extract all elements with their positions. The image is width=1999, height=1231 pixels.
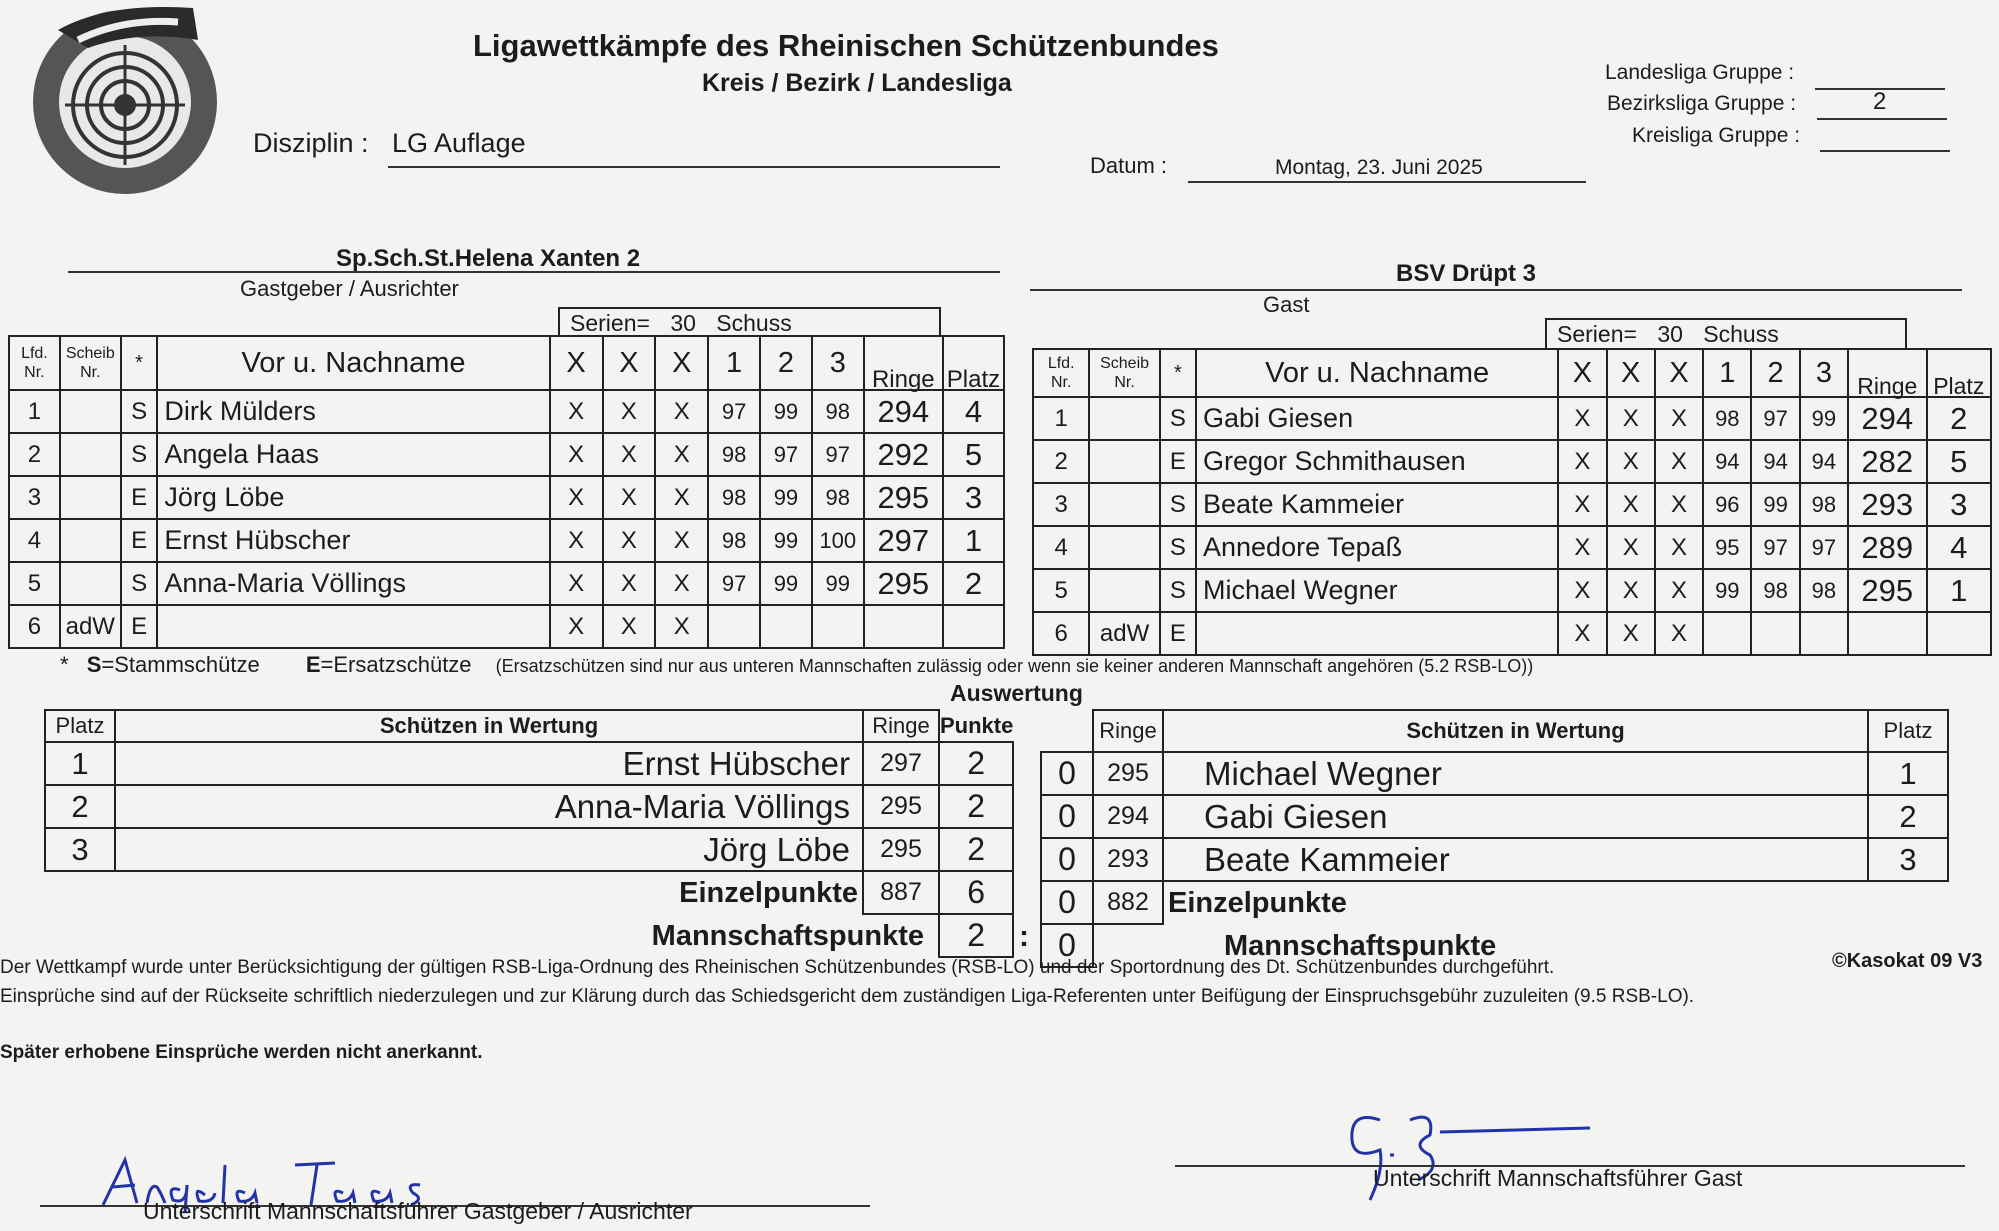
row-type: E (1160, 440, 1196, 483)
legend-star: * (60, 652, 69, 677)
legend-s-key: S (86, 652, 102, 677)
row-nr: 1 (9, 390, 60, 433)
row-serie1 (708, 605, 760, 648)
bezirksliga-line (1817, 118, 1947, 120)
guest-signature-label: Unterschrift Mannschaftsführer Gast (1373, 1165, 1743, 1191)
row-x: X (1558, 526, 1606, 569)
row-type: E (121, 605, 158, 648)
einzelpunkte-label: Einzelpunkte (679, 876, 858, 909)
row-platz: 1 (45, 742, 115, 785)
row-x: X (655, 562, 708, 605)
auswertung-title: Auswertung (950, 680, 1083, 706)
table-row (9, 390, 1004, 433)
target-icon (28, 0, 223, 195)
table-row (1033, 397, 1991, 440)
row-serie2: 99 (760, 476, 812, 519)
row-x: X (603, 605, 656, 648)
row-x: X (550, 433, 603, 476)
wertung-header: Schützen in Wertung (115, 710, 863, 742)
spacer (1868, 881, 1948, 924)
row-ringe: 295 (864, 562, 943, 605)
ringe-header: Ringe (864, 336, 943, 390)
row-punkte: 0 (1041, 838, 1093, 881)
row-ringe: 295 (863, 828, 939, 871)
row-serie2: 99 (1751, 483, 1799, 526)
home-team-name: Sp.Sch.St.Helena Xanten 2 (336, 245, 641, 272)
row-serie2: 97 (1751, 526, 1799, 569)
row-serie3: 99 (812, 562, 864, 605)
row-serie2 (760, 605, 812, 648)
row-scheib: adW (1089, 612, 1159, 655)
legend-e-text: =Ersatzschütze (320, 652, 472, 677)
einzelpunkte-row (1041, 881, 1948, 924)
row-type: S (1160, 569, 1196, 612)
row-type: S (1160, 397, 1196, 440)
serie3-header: 3 (1800, 349, 1848, 397)
row-serie3 (1800, 612, 1848, 655)
serie1-header: 1 (708, 336, 760, 390)
table-row (1033, 526, 1991, 569)
row-serie2: 98 (1751, 569, 1799, 612)
row-name: Gabi Giesen (1163, 795, 1868, 838)
table-row (1033, 483, 1991, 526)
row-name: Gabi Giesen (1196, 397, 1558, 440)
row-platz: 3 (1868, 838, 1948, 881)
row-name: Beate Kammeier (1163, 838, 1868, 881)
home-wertung-header (45, 710, 1013, 742)
guest-wertung-table (1040, 709, 1949, 968)
row-serie1: 98 (708, 433, 760, 476)
row-platz: 1 (1868, 752, 1948, 795)
platz-header: Platz (943, 336, 1004, 390)
row-x: X (1607, 526, 1655, 569)
row-serie2: 97 (760, 433, 812, 476)
row-type: E (1160, 612, 1196, 655)
row-ringe: 295 (1093, 752, 1163, 795)
row-platz: 2 (1868, 795, 1948, 838)
row-x: X (655, 433, 708, 476)
row-x: X (550, 519, 603, 562)
home-total-ringe: 887 (863, 871, 939, 914)
table-row (1033, 569, 1991, 612)
home-serien-header (558, 307, 941, 337)
home-mannschaftspunkte: 2 (939, 914, 1013, 957)
home-roster-table (8, 335, 1005, 649)
row-nr: 4 (9, 519, 60, 562)
guest-total-ringe: 882 (1093, 881, 1163, 924)
row-x: X (1655, 483, 1703, 526)
row-type: S (1160, 483, 1196, 526)
row-punkte: 0 (1041, 795, 1093, 838)
row-serie1: 98 (1703, 397, 1751, 440)
row-x: X (1607, 440, 1655, 483)
row-name: Dirk Mülders (157, 390, 549, 433)
row-name: Michael Wegner (1163, 752, 1868, 795)
guest-wertung-header (1041, 710, 1948, 752)
row-nr: 3 (1033, 483, 1089, 526)
row-type: S (121, 562, 158, 605)
platz-header: Platz (1927, 349, 1991, 397)
row-name: Beate Kammeier (1196, 483, 1558, 526)
star-header: * (1160, 349, 1196, 397)
row-serie1: 98 (708, 519, 760, 562)
home-team-role: Gastgeber / Ausrichter (240, 276, 459, 301)
row-scheib (60, 562, 121, 605)
home-team-line (68, 271, 1000, 273)
row-platz: 1 (943, 519, 1004, 562)
row-punkte: 2 (939, 785, 1013, 828)
row-platz: 2 (45, 785, 115, 828)
einzelpunkte-row (45, 871, 1013, 914)
row-x: X (1655, 440, 1703, 483)
row-punkte: 2 (939, 742, 1013, 785)
name-header: Vor u. Nachname (157, 336, 549, 390)
row-x: X (1655, 569, 1703, 612)
row-serie2 (1751, 612, 1799, 655)
row-serie3: 97 (1800, 526, 1848, 569)
row-platz: 3 (1927, 483, 1991, 526)
row-type: S (1160, 526, 1196, 569)
row-type: S (121, 390, 158, 433)
table-row (9, 433, 1004, 476)
landesliga-label: Landesliga Gruppe : (1605, 61, 1795, 84)
row-nr: 6 (1033, 612, 1089, 655)
schuss-label: Schuss (716, 310, 792, 336)
scheib-nr-header: Scheib Nr. (1089, 349, 1159, 397)
row-x: X (1607, 612, 1655, 655)
row-ringe (864, 605, 943, 648)
footer-line-1: Der Wettkampf wurde unter Berücksichtigung der gültigen RSB-Liga-Ordnung des Rheinischen Schützenbundes (RSB-LO) und der Sportordnung des Dt. Schützenbundes durchgeführt. (0, 957, 1555, 978)
row-ringe: 293 (1848, 483, 1926, 526)
table-row (1033, 440, 1991, 483)
wertung-header: Schützen in Wertung (1163, 710, 1868, 752)
row-punkte: 0 (1041, 752, 1093, 795)
score-separator: : (1019, 920, 1029, 953)
row-x: X (550, 562, 603, 605)
row-scheib (60, 476, 121, 519)
row-platz: 5 (1927, 440, 1991, 483)
punkte-header: Punkte (940, 712, 1014, 738)
bezirksliga-value: 2 (1873, 88, 1887, 115)
row-ringe: 295 (863, 785, 939, 828)
name-header: Vor u. Nachname (1196, 349, 1558, 397)
x-header: X (550, 336, 603, 390)
legend-s-text: =Stammschütze (101, 652, 260, 677)
guest-mannschaftspunkte: 0 (1041, 924, 1093, 967)
row-scheib (60, 390, 121, 433)
row-name: Angela Haas (157, 433, 549, 476)
row-platz: 3 (45, 828, 115, 871)
row-nr: 4 (1033, 526, 1089, 569)
row-x: X (1558, 483, 1606, 526)
serie2-header: 2 (760, 336, 812, 390)
kreisliga-label: Kreisliga Gruppe : (1632, 124, 1801, 147)
row-serie3: 99 (1800, 397, 1848, 440)
row-ringe: 294 (864, 390, 943, 433)
row-x: X (1558, 440, 1606, 483)
row-serie1 (1703, 612, 1751, 655)
row-x: X (1558, 569, 1606, 612)
home-signature-label: Unterschrift Mannschaftsführer Gastgeber / Ausrichter (143, 1198, 693, 1224)
mannschaftspunkte-label: Mannschaftspunkte (651, 919, 924, 952)
row-name (157, 605, 549, 648)
row-ringe (1848, 612, 1926, 655)
table-row (45, 785, 1013, 828)
row-name (1196, 612, 1558, 655)
scheib-nr-header: Scheib Nr. (60, 336, 121, 390)
row-serie2: 94 (1751, 440, 1799, 483)
row-x: X (655, 476, 708, 519)
row-x: X (550, 605, 603, 648)
serie1-header: 1 (1703, 349, 1751, 397)
table-row (1033, 612, 1991, 655)
row-serie1: 95 (1703, 526, 1751, 569)
row-x: X (655, 519, 708, 562)
row-name: Jörg Löbe (157, 476, 549, 519)
schuss-label: Schuss (1703, 321, 1779, 347)
guest-roster-header (1033, 349, 1991, 397)
row-scheib (1089, 526, 1159, 569)
guest-team-line (1030, 289, 1962, 291)
mannschaftspunkte-label: Mannschaftspunkte (1224, 929, 1497, 962)
einzelpunkte-label: Einzelpunkte (1168, 886, 1347, 919)
legend-e-key: E (305, 652, 321, 677)
home-einzelpunkte: 6 (939, 871, 1013, 914)
x-header: X (1607, 349, 1655, 397)
row-nr: 2 (9, 433, 60, 476)
guest-einzelpunkte: 0 (1041, 881, 1093, 924)
x-header: X (1655, 349, 1703, 397)
row-ringe: 295 (1848, 569, 1926, 612)
home-wertung-table (44, 709, 1014, 958)
row-name: Michael Wegner (1196, 569, 1558, 612)
row-serie3 (812, 605, 864, 648)
row-type: E (121, 476, 158, 519)
row-name: Jörg Löbe (115, 828, 863, 871)
row-serie3: 98 (812, 390, 864, 433)
row-x: X (1558, 612, 1606, 655)
row-serie1: 97 (708, 390, 760, 433)
row-x: X (655, 390, 708, 433)
bezirksliga-label: Bezirksliga Gruppe : (1607, 92, 1797, 115)
datum-label: Datum : (1090, 153, 1168, 178)
row-serie3: 98 (1800, 483, 1848, 526)
guest-team-name: BSV Drüpt 3 (1396, 260, 1537, 287)
x-header: X (1558, 349, 1606, 397)
row-platz: 5 (943, 433, 1004, 476)
datum-value: Montag, 23. Juni 2025 (1275, 156, 1483, 179)
platz-header: Platz (1868, 710, 1948, 752)
row-platz: 2 (943, 562, 1004, 605)
row-serie2: 99 (760, 390, 812, 433)
rsb-logo (28, 0, 223, 195)
row-x: X (1655, 397, 1703, 440)
row-name: Ernst Hübscher (157, 519, 549, 562)
serien-count: 30 (1657, 321, 1683, 347)
disziplin-label: Disziplin : (253, 128, 369, 158)
row-serie3: 100 (812, 519, 864, 562)
row-scheib (1089, 483, 1159, 526)
row-ringe: 294 (1848, 397, 1926, 440)
row-x: X (550, 476, 603, 519)
guest-roster-table (1032, 348, 1992, 656)
lfd-nr-header: Lfd. Nr. (1033, 349, 1089, 397)
spacer (45, 914, 115, 957)
serie3-header: 3 (812, 336, 864, 390)
star-header: * (121, 336, 158, 390)
serie2-header: 2 (1751, 349, 1799, 397)
row-name: Ernst Hübscher (115, 742, 863, 785)
row-ringe: 297 (863, 742, 939, 785)
row-serie1: 96 (1703, 483, 1751, 526)
table-row (1041, 838, 1948, 881)
home-roster-header (9, 336, 1004, 390)
kreisliga-line (1820, 150, 1950, 152)
disziplin-value: LG Auflage (392, 128, 526, 158)
ringe-header: Ringe (863, 710, 939, 742)
row-x: X (603, 390, 656, 433)
row-ringe: 282 (1848, 440, 1926, 483)
row-platz: 4 (943, 390, 1004, 433)
row-scheib (1089, 569, 1159, 612)
table-row (9, 562, 1004, 605)
copyright: ©Kasokat 09 V3 (1832, 950, 1983, 972)
footer-line-2: Einsprüche sind auf der Rückseite schriftlich niederzulegen und zur Klärung durch das Schiedsgericht dem zuständigen Liga-Referenten unter Beifügung der Einspruchsgebühr zuzuleiten (9.5 RSB-LO). (0, 986, 1695, 1007)
row-serie3: 98 (812, 476, 864, 519)
row-scheib (1089, 440, 1159, 483)
table-row (45, 828, 1013, 871)
guest-signature (1340, 1100, 1600, 1210)
row-ringe: 294 (1093, 795, 1163, 838)
lfd-nr-header: Lfd. Nr. (9, 336, 60, 390)
row-x: X (603, 476, 656, 519)
row-nr: 2 (1033, 440, 1089, 483)
row-serie1: 94 (1703, 440, 1751, 483)
row-platz (943, 605, 1004, 648)
table-row (45, 742, 1013, 785)
row-x: X (1607, 483, 1655, 526)
row-scheib (60, 519, 121, 562)
row-type: S (121, 433, 158, 476)
row-serie3: 98 (1800, 569, 1848, 612)
spacer (45, 871, 115, 914)
ringe-header: Ringe (1848, 349, 1926, 397)
row-platz: 4 (1927, 526, 1991, 569)
row-x: X (603, 433, 656, 476)
serien-count: 30 (670, 310, 696, 336)
row-name: Annedore Tepaß (1196, 526, 1558, 569)
row-scheib (60, 433, 121, 476)
table-row (9, 476, 1004, 519)
row-x: X (603, 519, 656, 562)
legend (60, 652, 1533, 678)
row-nr: 3 (9, 476, 60, 519)
row-ringe: 297 (864, 519, 943, 562)
row-x: X (603, 562, 656, 605)
row-platz: 2 (1927, 397, 1991, 440)
row-serie1: 99 (1703, 569, 1751, 612)
row-x: X (1655, 612, 1703, 655)
x-header: X (603, 336, 656, 390)
guest-serien-header (1545, 318, 1907, 348)
row-x: X (655, 605, 708, 648)
form-subtitle: Kreis / Bezirk / Landesliga (702, 69, 1012, 97)
row-serie3: 94 (1800, 440, 1848, 483)
ringe-header: Ringe (1093, 710, 1163, 752)
row-x: X (1607, 569, 1655, 612)
row-ringe: 293 (1093, 838, 1163, 881)
row-ringe: 292 (864, 433, 943, 476)
row-ringe: 295 (864, 476, 943, 519)
table-row (1041, 752, 1948, 795)
row-type: E (121, 519, 158, 562)
row-serie2: 99 (760, 519, 812, 562)
row-scheib (1089, 397, 1159, 440)
row-serie2: 97 (1751, 397, 1799, 440)
footer-line-3: Später erhobene Einsprüche werden nicht anerkannt. (0, 1042, 483, 1063)
serien-label: Serien= (1557, 321, 1637, 347)
row-x: X (1558, 397, 1606, 440)
table-row (9, 605, 1004, 648)
mannschaftspunkte-row (45, 914, 1013, 957)
row-serie1: 97 (708, 562, 760, 605)
x-header: X (655, 336, 708, 390)
row-scheib: adW (60, 605, 121, 648)
row-nr: 5 (9, 562, 60, 605)
row-name: Anna-Maria Völlings (115, 785, 863, 828)
row-punkte: 2 (939, 828, 1013, 871)
row-platz (1927, 612, 1991, 655)
row-serie3: 97 (812, 433, 864, 476)
row-name: Gregor Schmithausen (1196, 440, 1558, 483)
legend-note: (Ersatzschützen sind nur aus unteren Mannschaften zulässig oder wenn sie keiner anderen Mannschaft angehören (5.2 RSB-LO)) (495, 656, 1534, 676)
table-row (9, 519, 1004, 562)
spacer (1041, 710, 1093, 752)
row-x: X (1607, 397, 1655, 440)
row-platz: 3 (943, 476, 1004, 519)
guest-team-role: Gast (1263, 292, 1310, 317)
disziplin-line (388, 166, 1000, 168)
row-serie1: 98 (708, 476, 760, 519)
row-x: X (1655, 526, 1703, 569)
platz-header: Platz (45, 710, 115, 742)
serien-label: Serien= (570, 310, 650, 336)
row-ringe: 289 (1848, 526, 1926, 569)
row-nr: 6 (9, 605, 60, 648)
datum-line (1188, 181, 1586, 183)
row-x: X (550, 390, 603, 433)
row-name: Anna-Maria Völlings (157, 562, 549, 605)
row-nr: 1 (1033, 397, 1089, 440)
row-serie2: 99 (760, 562, 812, 605)
form-title: Ligawettkämpfe des Rheinischen Schützenbundes (473, 28, 1219, 63)
handwritten-signature-guest (1340, 1100, 1600, 1210)
row-nr: 5 (1033, 569, 1089, 612)
row-platz: 1 (1927, 569, 1991, 612)
table-row (1041, 795, 1948, 838)
